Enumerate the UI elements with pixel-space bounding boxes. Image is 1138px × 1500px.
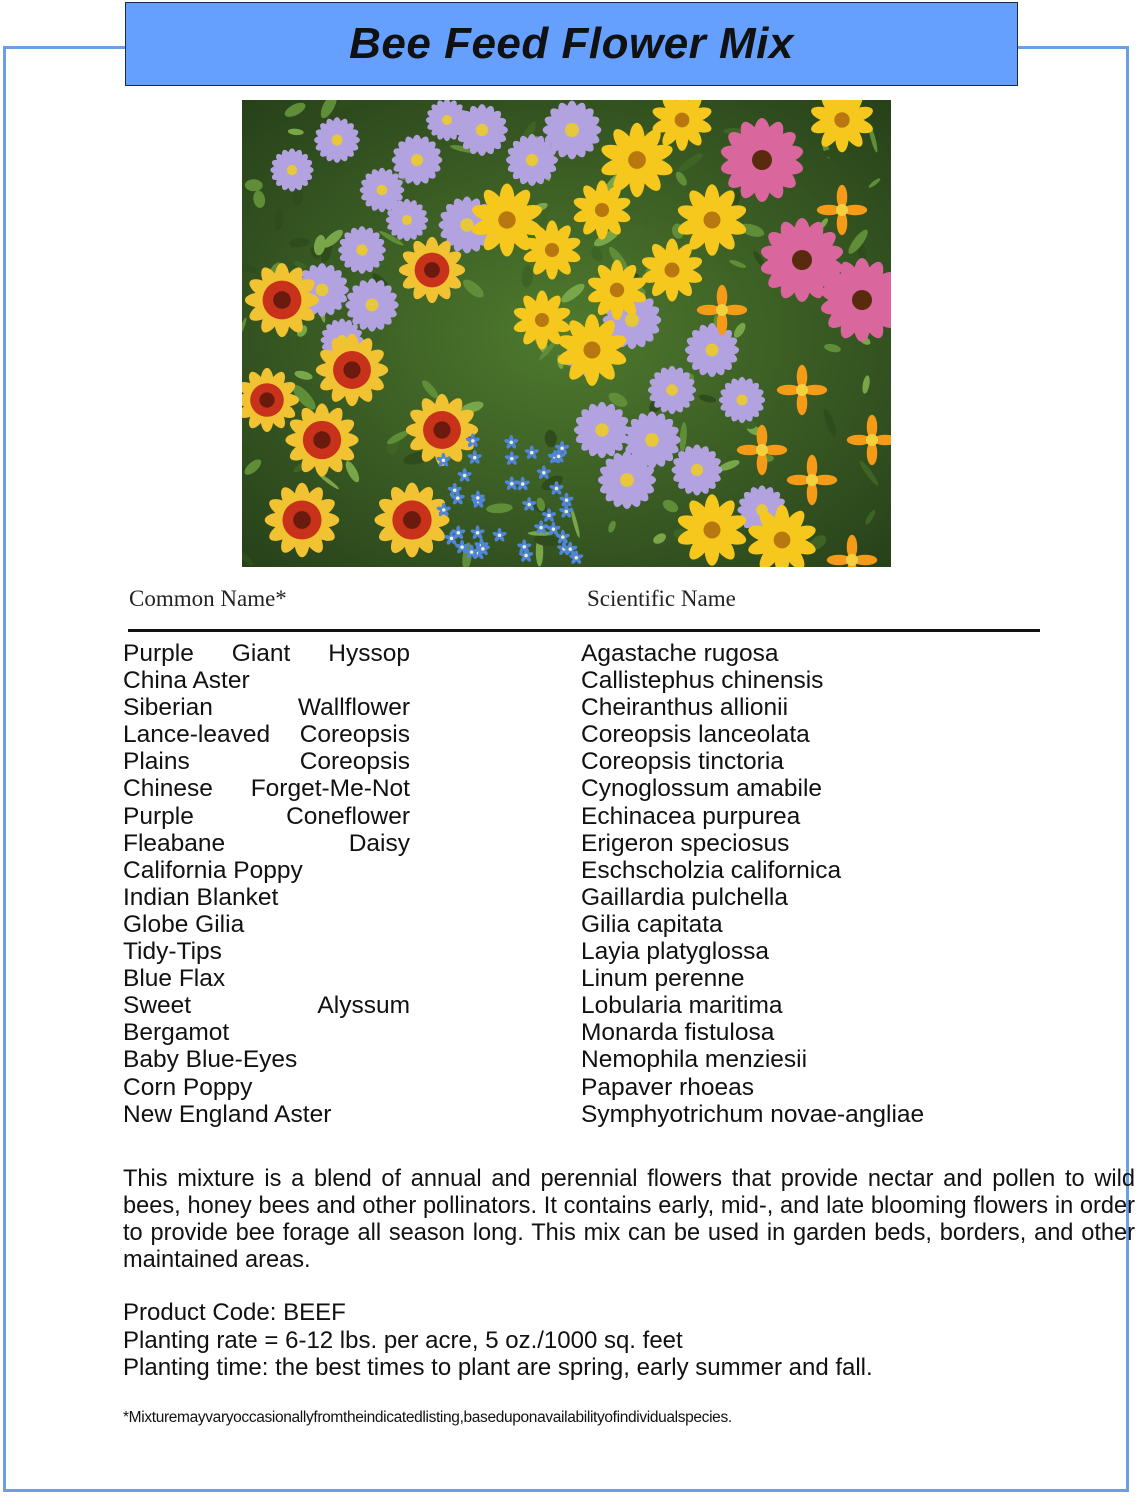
common-name-word: Tidy-Tips [123, 938, 222, 966]
flower-bloom [543, 101, 602, 160]
page-title: Bee Feed Flower Mix [349, 19, 794, 68]
common-name-word: Purple [123, 640, 194, 667]
mixture-footnote: *Mixturemayvaryoccasionallyfromtheindicatedlisting,baseduponavailabilityofindividualspecies. [123, 1409, 732, 1426]
flower-bloom [386, 199, 429, 242]
common-name-item [123, 1046, 410, 1073]
common-name-item [123, 640, 410, 667]
scientific-name-item: Eschscholzia californica [581, 856, 842, 884]
planting-time: Planting time: the best times to plant are spring, early summer and fall. [123, 1354, 873, 1381]
flower-bloom [598, 451, 656, 509]
scientific-name-item: Cynoglossum amabile [581, 775, 823, 803]
common-name-item [123, 938, 410, 965]
common-name-item [123, 694, 410, 721]
common-name-item [123, 992, 410, 1019]
flower-bloom [314, 117, 360, 163]
flower-bloom [719, 377, 765, 423]
common-name-list [123, 640, 410, 1128]
common-name-word: Fleabane [123, 829, 226, 857]
flower-bloom [574, 402, 630, 458]
common-name-item [123, 667, 410, 694]
scientific-name-item: Monarda fistulosa [581, 1019, 775, 1047]
scientific-name-item: Agastache rugosa [581, 640, 779, 667]
scientific-name-item: Layia platyglossa [581, 938, 769, 966]
common-name-word: Giant [231, 640, 291, 667]
common-name-word: Blue Flax [123, 965, 226, 993]
flower-bloom [392, 135, 443, 186]
scientific-name-item: Echinacea purpurea [581, 802, 801, 830]
scientific-name-list [581, 640, 1041, 1128]
flower-photo [242, 100, 891, 567]
common-name-item [123, 1074, 410, 1101]
common-name-word: Daisy [348, 829, 410, 857]
flower-bloom [648, 366, 696, 414]
common-name-word: Baby Blue-Eyes [123, 1046, 298, 1074]
common-name-word: New England Aster [123, 1100, 332, 1128]
scientific-name-item: Gaillardia pulchella [581, 883, 789, 911]
scientific-name-item: Cheiranthus allionii [581, 694, 789, 722]
scientific-name-item: Linum perenne [581, 965, 745, 993]
common-name-word: Bergamot [123, 1019, 230, 1047]
planting-rate: Planting rate = 6-12 lbs. per acre, 5 oz./1000 sq. feet [123, 1326, 683, 1354]
common-name-word: Globe Gilia [123, 910, 245, 938]
common-name-item [123, 884, 410, 911]
scientific-name-item: Papaver rhoeas [581, 1073, 754, 1101]
common-name-word: Coreopsis [299, 721, 410, 749]
common-name-item [123, 857, 410, 884]
flower-bloom [671, 444, 722, 495]
scientific-name-item: Nemophila menziesii [581, 1046, 808, 1074]
common-name-word: Wallflower [297, 694, 410, 722]
flower-bloom [456, 104, 508, 156]
common-name-word: Corn Poppy [123, 1073, 253, 1101]
common-name-item [123, 748, 410, 775]
scientific-name-item: Gilia capitata [581, 910, 723, 938]
common-name-item [123, 721, 410, 748]
flower-bloom [685, 323, 739, 377]
flower-photo-illustration [242, 100, 891, 567]
common-name-word: Purple [123, 802, 194, 830]
scientific-name-item: Symphyotrichum novae-angliae [581, 1100, 925, 1128]
common-name-word: Sweet [123, 992, 192, 1020]
scientific-name-item: Lobularia maritima [581, 992, 783, 1020]
header-divider [128, 629, 1040, 632]
common-name-word: Plains [123, 748, 190, 776]
common-name-word: Hyssop [328, 640, 410, 667]
common-name-word: Alyssum [317, 992, 410, 1020]
scientific-name-item: Coreopsis tinctoria [581, 748, 784, 776]
common-name-item [123, 911, 410, 938]
common-name-word: California Poppy [123, 856, 303, 884]
common-name-item [123, 775, 410, 802]
common-name-word: Lance-leaved [123, 721, 271, 749]
scientific-name-item: Erigeron speciosus [581, 829, 790, 857]
common-name-word: Chinese [123, 775, 213, 803]
common-name-item [123, 1101, 410, 1128]
title-banner [125, 2, 1018, 86]
common-name-header: Common Name* [129, 586, 287, 611]
common-name-word: Indian Blanket [123, 883, 279, 911]
common-name-item [123, 1019, 410, 1046]
common-name-word: Coreopsis [299, 748, 410, 776]
common-name-item [123, 965, 410, 992]
common-name-word: Forget-Me-Not [250, 775, 410, 803]
flower-bloom [338, 226, 386, 274]
common-name-item [123, 803, 410, 830]
common-name-word: Siberian [123, 694, 213, 722]
scientific-name-item: Callistephus chinensis [581, 667, 824, 695]
flower-bloom [345, 278, 398, 331]
common-name-word: China Aster [123, 667, 250, 695]
product-info [123, 1299, 873, 1382]
scientific-name-header: Scientific Name [587, 586, 736, 611]
common-name-word: Coneflower [286, 802, 410, 830]
product-code: Product Code: BEEF [123, 1299, 346, 1326]
flower-bloom [270, 148, 313, 191]
scientific-name-item: Coreopsis lanceolata [581, 721, 810, 749]
mix-description: This mixture is a blend of annual and perennial flowers that provide nectar and pollen to wild bees, honey bees and other pollinators. It contains early, mid-, and late blooming flowers in order to provide bee forage all season long. This mix can be used in garden beds, borders, and other maintained areas. [123, 1166, 1135, 1273]
common-name-item [123, 830, 410, 857]
